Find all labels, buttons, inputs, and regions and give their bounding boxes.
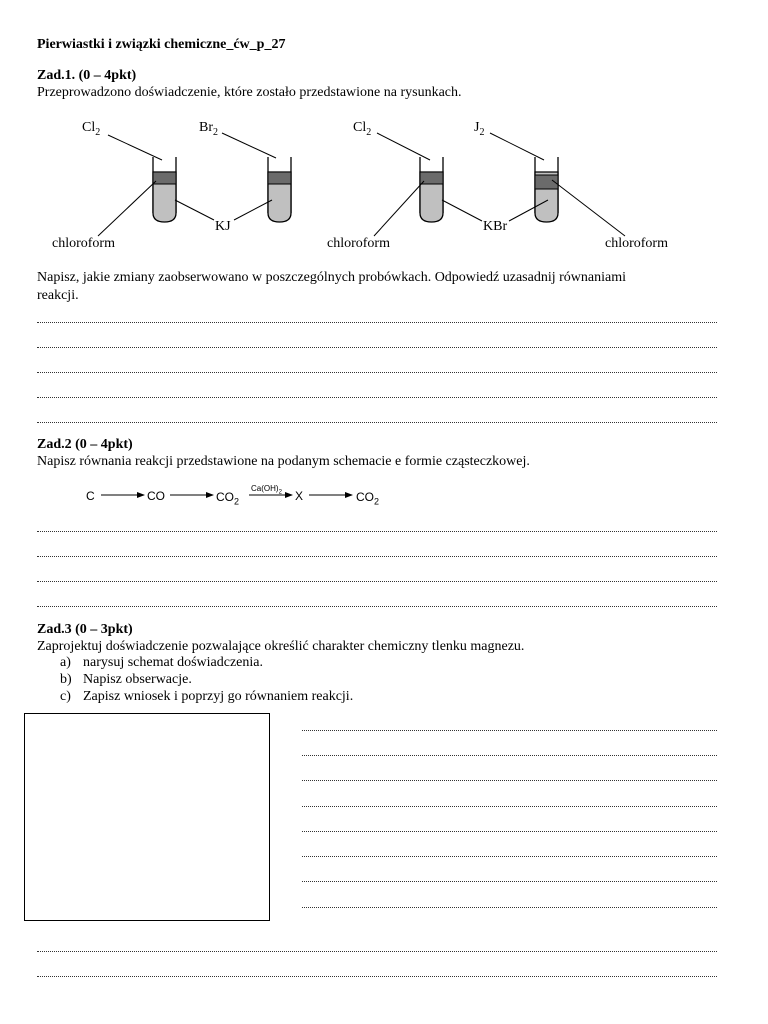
answer-line[interactable]: [302, 730, 717, 731]
scheme-reagent: $Ca(OH)_2$: [251, 484, 282, 496]
reagent-label-4: $J_2$: [474, 120, 485, 138]
chloroform-label-2: chloroform: [327, 236, 390, 251]
task1-question-line2: reakcji.: [37, 288, 79, 303]
answer-line[interactable]: [302, 755, 717, 756]
task3-intro: Zaprojektuj doświadczenie pozwalające określić charakter chemiczny tlenku magnezu.: [37, 639, 525, 654]
scheme-c: C: [86, 489, 95, 503]
answer-line[interactable]: [302, 780, 717, 781]
task2-intro: Napisz równania reakcji przedstawione na podanym schemacie e formie cząsteczkowej.: [37, 454, 530, 469]
answer-line[interactable]: [37, 581, 717, 582]
scheme-co2-final: $CO_2$: [356, 490, 380, 507]
chloroform-label-3: chloroform: [605, 236, 668, 251]
salt-label-kj: KJ: [215, 219, 231, 234]
answer-line[interactable]: [302, 881, 717, 882]
scheme-co2: $CO_2$: [216, 490, 240, 507]
chloroform-label-1: chloroform: [52, 236, 115, 251]
task1-question-line1: Napisz, jakie zmiany zaobserwowano w poszczególnych probówkach. Odpowiedź uzasadnij równaniami: [37, 270, 626, 285]
answer-line[interactable]: [37, 606, 717, 607]
answer-line[interactable]: [302, 806, 717, 807]
answer-line[interactable]: [37, 531, 717, 532]
task3-item-b-marker: b): [60, 672, 72, 687]
task3-item-a-marker: a): [60, 655, 71, 670]
reagent-label-3: $Cl_2$: [353, 120, 372, 138]
task3-heading: Zad.3 (0 – 3pkt): [37, 622, 133, 637]
task3-item-c-marker: c): [60, 689, 71, 704]
task3-item-c: Zapisz wniosek i poprzyj go równaniem reakcji.: [83, 689, 354, 704]
page-title: Pierwiastki i związki chemiczne_ćw_p_27: [37, 37, 286, 52]
answer-line[interactable]: [302, 856, 717, 857]
answer-line[interactable]: [302, 831, 717, 832]
answer-line[interactable]: [302, 907, 717, 908]
task3-item-b: Napisz obserwacje.: [83, 672, 192, 687]
salt-label-kbr: KBr: [483, 219, 508, 234]
answer-line[interactable]: [37, 556, 717, 557]
scheme-co: CO: [147, 489, 165, 503]
drawing-box[interactable]: [24, 713, 270, 921]
reagent-label-2: $Br_2$: [199, 120, 218, 138]
scheme-x: X: [295, 489, 304, 503]
task1-intro: Przeprowadzono doświadczenie, które zostało przedstawione na rysunkach.: [37, 85, 462, 100]
answer-line[interactable]: [37, 951, 717, 952]
reagent-label-1: $Cl_2$: [82, 120, 101, 138]
task3-item-a: narysuj schemat doświadczenia.: [83, 655, 263, 670]
task1-heading: Zad.1. (0 – 4pkt): [37, 68, 137, 83]
task2-heading: Zad.2 (0 – 4pkt): [37, 437, 133, 452]
answer-line[interactable]: [37, 976, 717, 977]
